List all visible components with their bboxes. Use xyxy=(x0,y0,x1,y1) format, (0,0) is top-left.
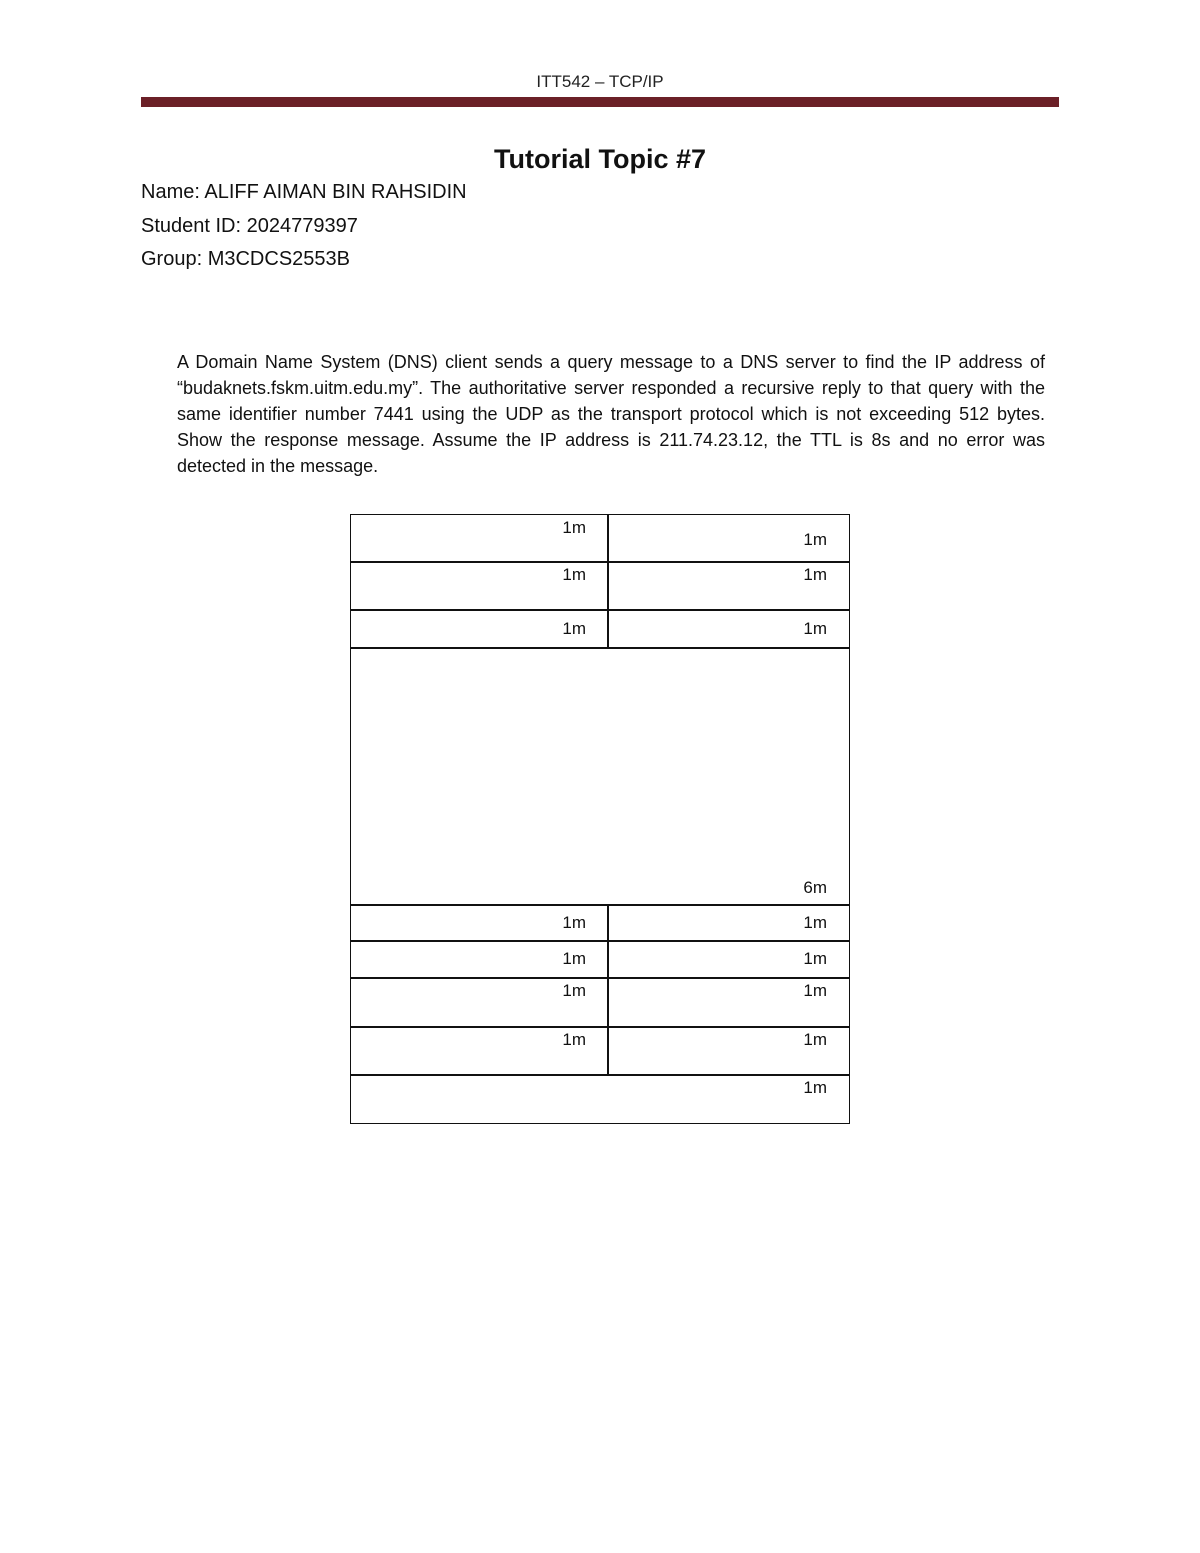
question-text: A Domain Name System (DNS) client sends a query message to a DNS server to find the IP address of “budaknets.fskm.uitm.edu.my”. The authoritative server responded a recursive reply to that query with the same identifier number 7441 using the UDP as the transport protocol which is not exceeding 512 bytes. Show the response message. Assume the IP address is 211.74.23.12, the TTL is 8s and no error was detected in the message. xyxy=(177,352,1045,476)
mark-label: 1m xyxy=(803,619,827,638)
table-cell xyxy=(607,609,850,649)
mark-label: 1m xyxy=(803,565,827,584)
mark-label: 1m xyxy=(562,913,586,932)
table-cell xyxy=(350,1074,850,1124)
table-cell xyxy=(350,1026,609,1076)
page-header: ITT542 – TCP/IP xyxy=(536,72,664,91)
table-cell xyxy=(350,514,609,563)
page-title: Tutorial Topic #7 xyxy=(493,144,707,174)
table-cell xyxy=(607,514,850,563)
table-cell xyxy=(350,940,609,979)
header-divider xyxy=(141,97,1059,107)
mark-label: 1m xyxy=(803,949,827,968)
mark-label: 1m xyxy=(562,619,586,638)
table-cell xyxy=(607,561,850,611)
mark-label: 1m xyxy=(803,913,827,932)
mark-label: 1m xyxy=(562,565,586,584)
mark-label: 1m xyxy=(562,1030,586,1049)
table-cell xyxy=(607,977,850,1028)
mark-label: 1m xyxy=(803,1030,827,1049)
mark-label: 1m xyxy=(562,518,586,537)
student-group: Group: M3CDCS2553B xyxy=(141,248,350,270)
table-cell xyxy=(350,904,609,942)
table-cell xyxy=(350,977,609,1028)
table-cell xyxy=(607,940,850,979)
mark-label: 6m xyxy=(803,878,827,897)
mark-label: 1m xyxy=(803,530,827,549)
mark-label: 1m xyxy=(562,981,586,1000)
student-id: Student ID: 2024779397 xyxy=(141,215,358,237)
student-name: Name: ALIFF AIMAN BIN RAHSIDIN xyxy=(141,181,467,203)
table-cell xyxy=(350,609,609,649)
mark-label: 1m xyxy=(803,1078,827,1097)
table-cell xyxy=(350,561,609,611)
table-cell xyxy=(607,904,850,942)
mark-label: 1m xyxy=(562,949,586,968)
mark-label: 1m xyxy=(803,981,827,1000)
question-section-cell xyxy=(350,647,850,906)
table-cell xyxy=(607,1026,850,1076)
